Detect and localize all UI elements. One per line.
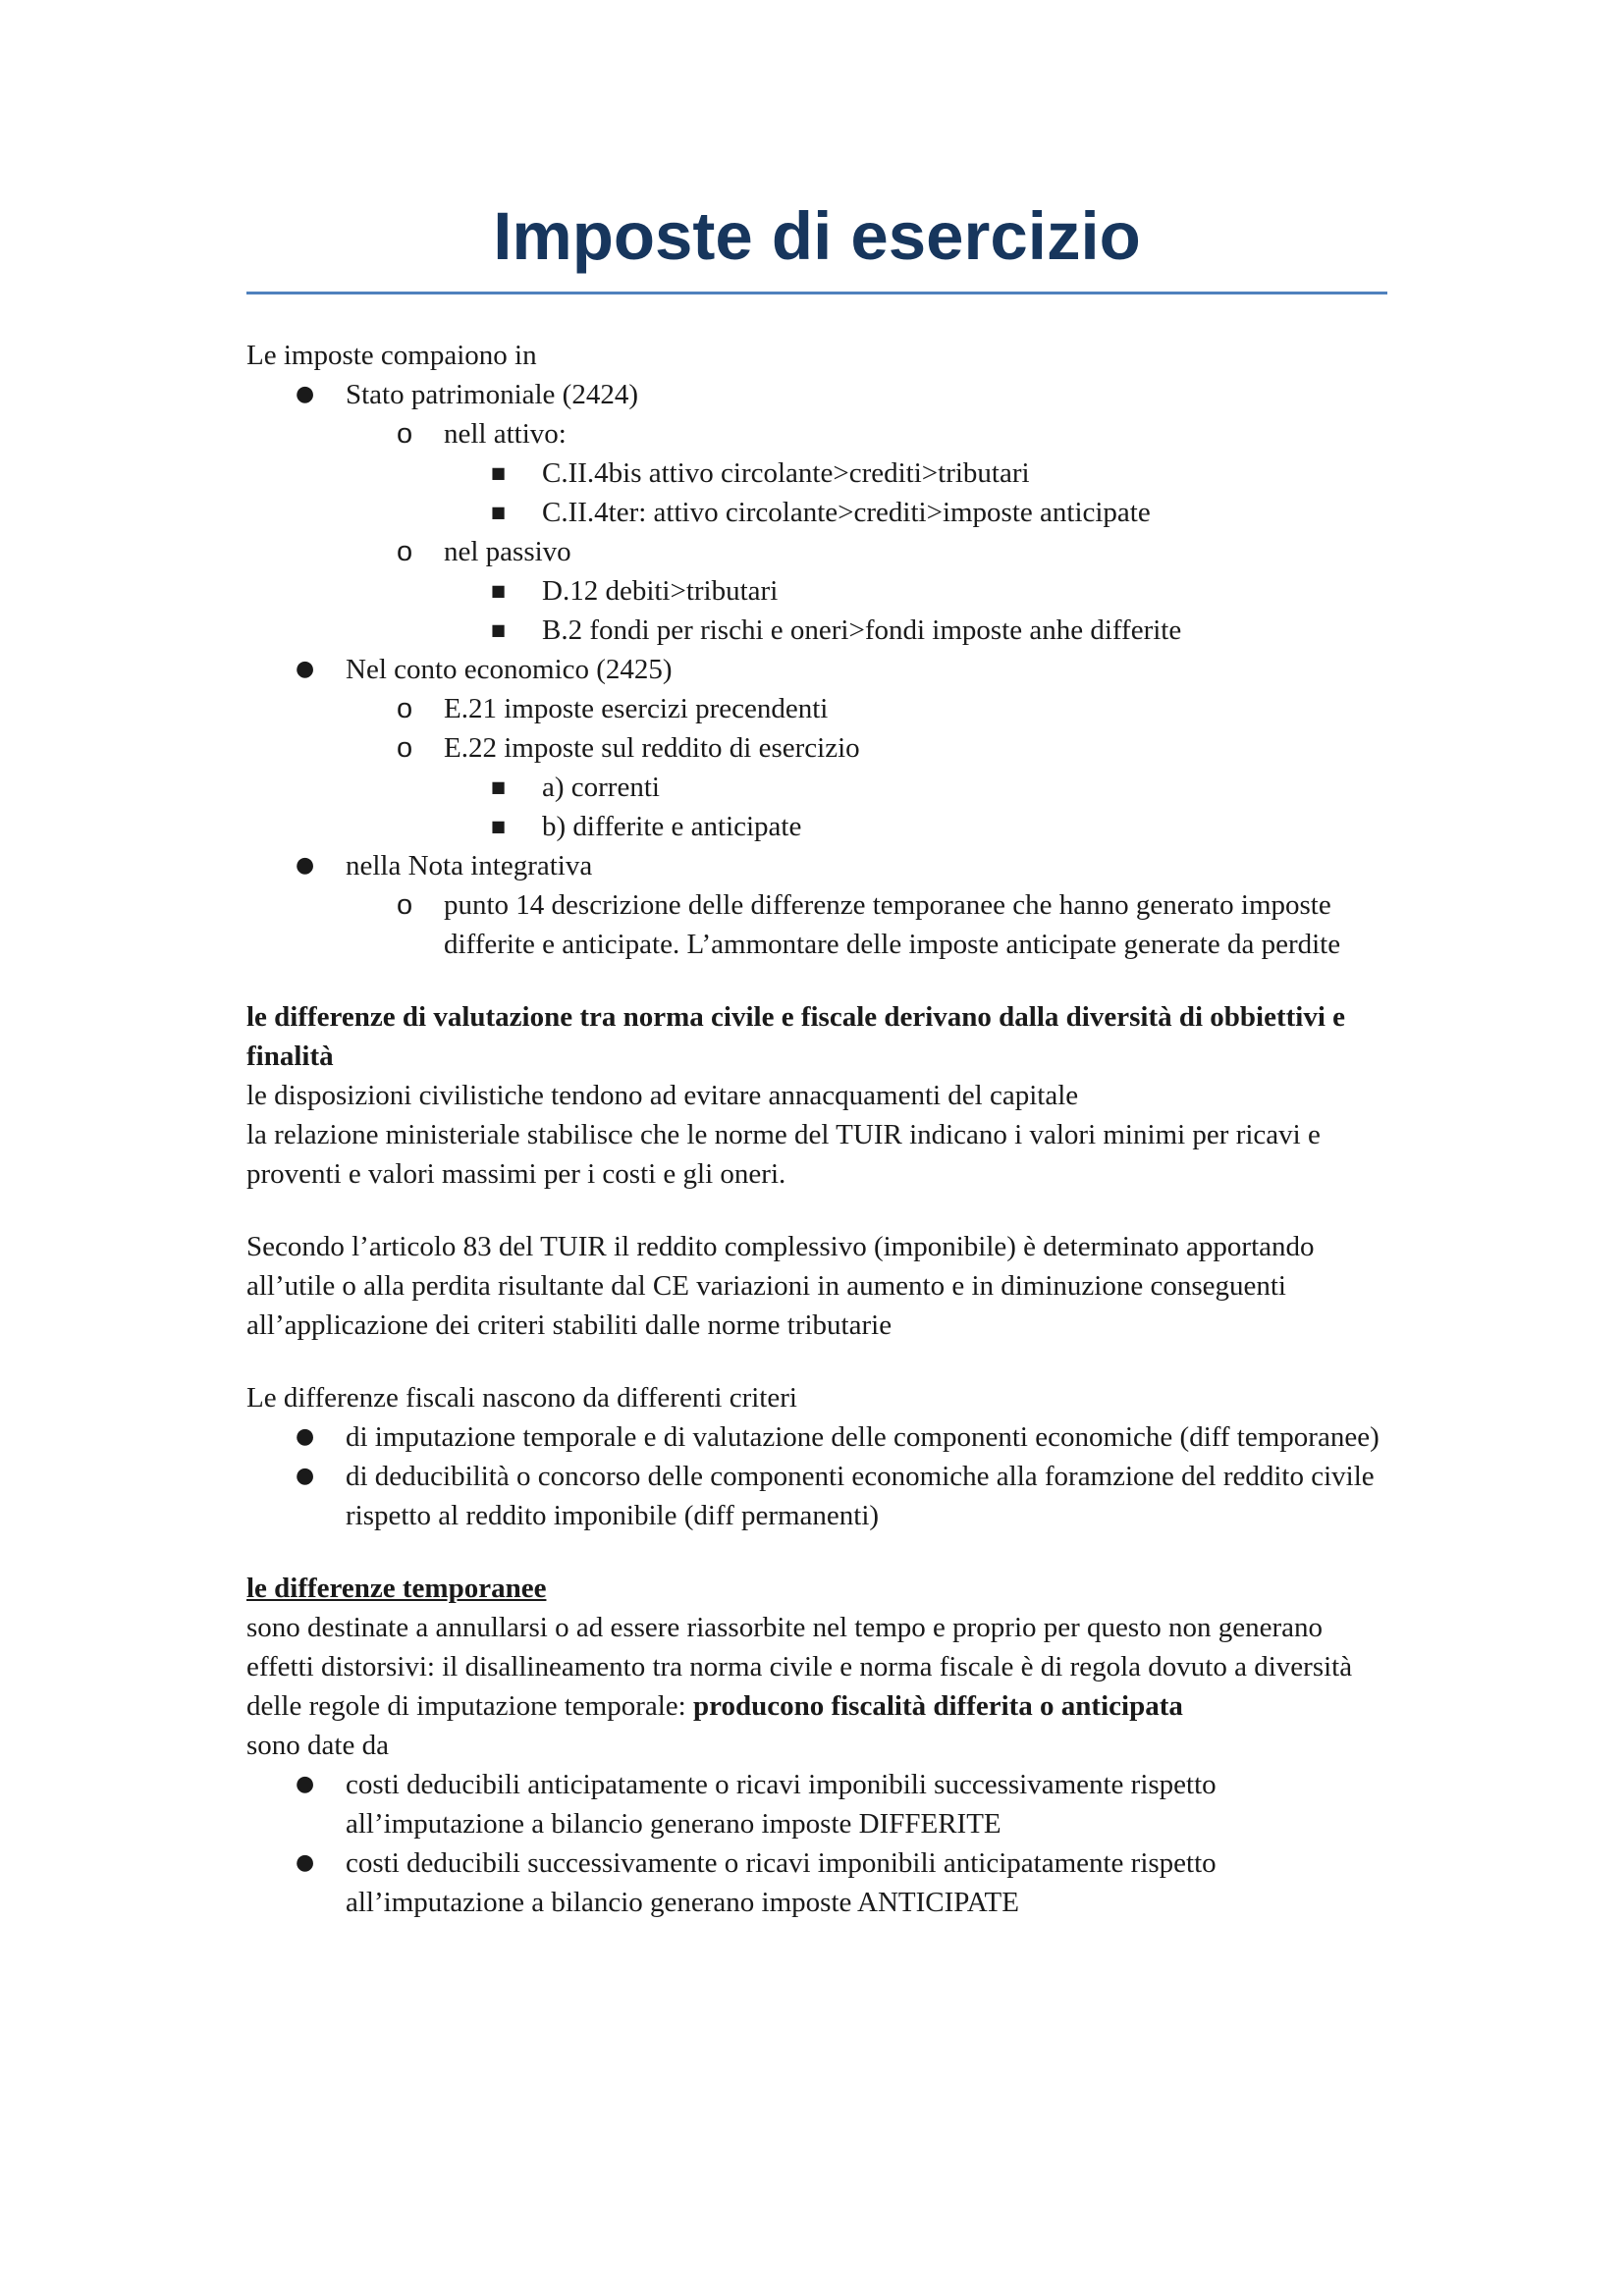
bullet-icon: ●	[296, 853, 315, 878]
bullet-icon: ●	[296, 382, 315, 406]
sp-label: Stato patrimoniale (2424)	[346, 379, 638, 410]
document-body	[246, 336, 1390, 1922]
ce-sublist	[346, 689, 1390, 846]
section4-bold-text: producono fiscalità differita o anticipata	[692, 1690, 1183, 1722]
list-item	[346, 414, 1390, 532]
nota-item: punto 14 descrizione delle differenze temporanee che hanno generato imposte differite e anticipate. L’ammontare delle imposte anticipate generate da perdite	[444, 889, 1341, 960]
bullet-icon: ●	[296, 1772, 315, 1796]
nota-label: nella Nota integrativa	[346, 850, 593, 881]
sp-sublist	[346, 414, 1390, 650]
square-bullet-icon: ■	[491, 777, 507, 796]
outline-list	[246, 375, 1390, 964]
section2-text: Secondo l’articolo 83 del TUIR il reddito complessivo (imponibile) è determinato apportando all’utile o alla perdita risultante dal CE variazioni in aumento e in diminuzione conseguenti all’applicazione dei criteri stabiliti dalle norme tributarie	[246, 1231, 1315, 1341]
list-item	[346, 532, 1390, 650]
list-item	[246, 650, 1390, 846]
list-item	[444, 807, 1390, 846]
section1-line1: le disposizioni civilistiche tendono ad evitare annacquamenti del capitale	[246, 1080, 1079, 1111]
ce-e21: E.21 imposte esercizi precendenti	[444, 693, 829, 724]
bullet-icon: ●	[296, 657, 315, 681]
ce-label: Nel conto economico (2425)	[346, 654, 673, 685]
square-bullet-icon: ■	[491, 503, 507, 521]
list-item	[246, 846, 1390, 964]
intro-text: Le imposte compaiono in	[246, 340, 537, 371]
list-item	[246, 1457, 1390, 1535]
bullet-icon: ●	[296, 1424, 315, 1449]
list-item-text: B.2 fondi per rischi e oneri>fondi imposte anhe differite	[542, 614, 1182, 646]
square-bullet-icon: ■	[491, 817, 507, 835]
list-item	[444, 493, 1390, 532]
section3-list	[246, 1417, 1390, 1535]
list-item	[444, 768, 1390, 807]
list-item	[246, 1417, 1390, 1457]
bullet-icon: ●	[296, 1464, 315, 1488]
list-item	[346, 885, 1390, 964]
passivo-label: nel passivo	[444, 536, 571, 567]
list-item-text: costi deducibili anticipatamente o ricavi imponibili successivamente rispetto all’imputazione a bilancio generano imposte DIFFERITE	[346, 1769, 1217, 1840]
section1-line2: la relazione ministeriale stabilisce che le norme del TUIR indicano i valori minimi per ricavi e proventi e valori massimi per i costi e gli oneri.	[246, 1119, 1321, 1190]
passivo-sublist	[444, 571, 1390, 650]
list-item	[444, 454, 1390, 493]
list-item-text: b) differite e anticipate	[542, 811, 802, 842]
nota-sublist	[346, 885, 1390, 964]
list-item-text: C.II.4bis attivo circolante>crediti>tributari	[542, 457, 1030, 489]
ce-e22: E.22 imposte sul reddito di esercizio	[444, 732, 860, 764]
section4-heading: le differenze temporanee	[246, 1573, 547, 1604]
circle-bullet-icon: o	[397, 536, 413, 567]
list-item	[246, 1843, 1390, 1922]
section4-date-intro: sono date da	[246, 1730, 389, 1761]
ce-e22-sublist	[444, 768, 1390, 846]
square-bullet-icon: ■	[491, 581, 507, 600]
attivo-label: nell attivo:	[444, 418, 567, 450]
list-item-text: a) correnti	[542, 772, 660, 803]
section3-intro: Le differenze fiscali nascono da differenti criteri	[246, 1382, 797, 1414]
square-bullet-icon: ■	[491, 620, 507, 639]
list-item-text: C.II.4ter: attivo circolante>crediti>imposte anticipate	[542, 497, 1151, 528]
title-block	[246, 192, 1387, 294]
list-item	[346, 689, 1390, 728]
attivo-sublist	[444, 454, 1390, 532]
list-item-text: costi deducibili successivamente o ricavi imponibili anticipatamente rispetto all’imputazione a bilancio generano imposte ANTICIPATE	[346, 1847, 1217, 1918]
circle-bullet-icon: o	[397, 889, 413, 921]
square-bullet-icon: ■	[491, 463, 507, 482]
section1-heading: le differenze di valutazione tra norma civile e fiscale derivano dalla diversità di obbiettivi e finalità	[246, 1001, 1346, 1072]
section4-text: sono destinate a annullarsi o ad essere riassorbite nel tempo e proprio per questo non generano effetti distorsivi: il disallineamento tra norma civile e norma fiscale è di regola dovuto a diversità delle regole di imputazione temporale:	[246, 1612, 1353, 1722]
list-item	[444, 571, 1390, 611]
section4-paragraph	[246, 1608, 1390, 1726]
circle-bullet-icon: o	[397, 732, 413, 764]
list-item-text: D.12 debiti>tributari	[542, 575, 779, 607]
circle-bullet-icon: o	[397, 693, 413, 724]
section4-list	[246, 1765, 1390, 1922]
bullet-icon: ●	[296, 1850, 315, 1875]
page-title: Imposte di esercizio	[493, 198, 1141, 274]
list-item	[346, 728, 1390, 846]
list-item	[444, 611, 1390, 650]
list-item-text: di deducibilità o concorso delle componenti economiche alla foramzione del reddito civile rispetto al reddito imponibile (diff permanenti)	[346, 1461, 1375, 1531]
list-item	[246, 375, 1390, 650]
circle-bullet-icon: o	[397, 418, 413, 450]
list-item	[246, 1765, 1390, 1843]
list-item-text: di imputazione temporale e di valutazione delle componenti economiche (diff temporanee)	[346, 1421, 1380, 1453]
